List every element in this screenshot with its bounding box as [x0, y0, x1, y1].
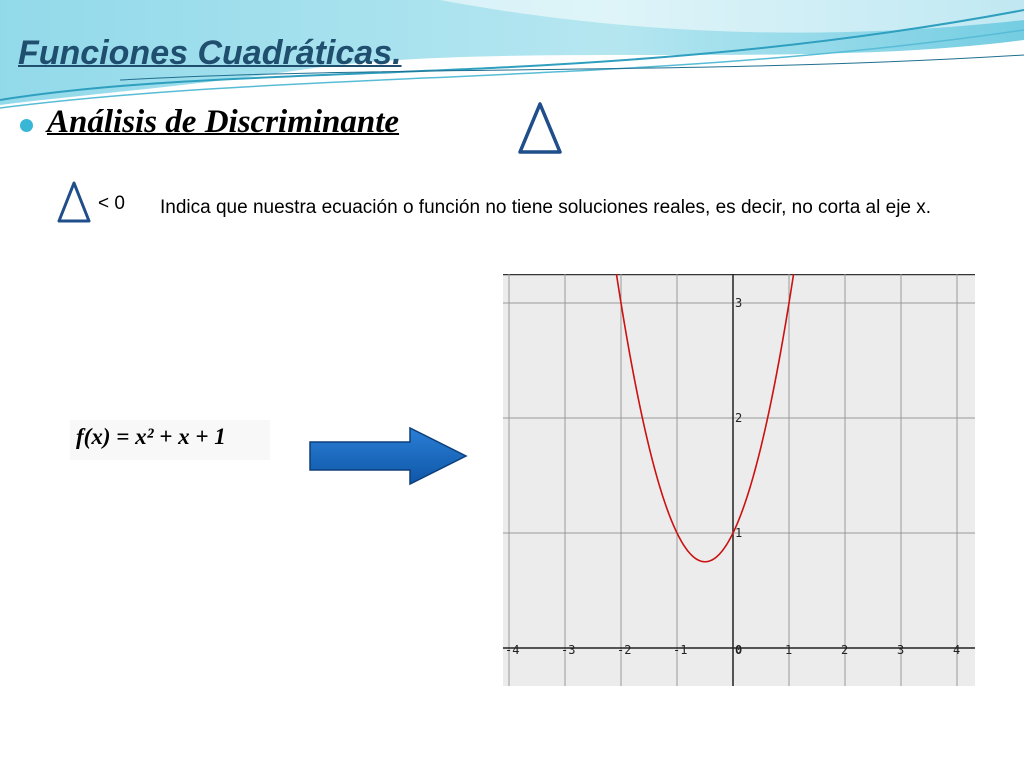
discriminant-condition: < 0	[98, 193, 125, 214]
delta-icon	[516, 100, 564, 156]
x-tick-label: 2	[841, 643, 849, 657]
x-tick-label: 1	[785, 643, 793, 657]
section-subtitle: Análisis de Discriminante	[47, 104, 400, 140]
y-tick-label: 3	[735, 296, 743, 310]
page-title: Funciones Cuadráticas.	[18, 34, 402, 72]
x-tick-label: -4	[505, 643, 520, 657]
right-arrow-icon	[308, 426, 470, 488]
function-formula: f(x) = x² + x + 1	[76, 424, 226, 449]
formula-box	[70, 420, 270, 460]
x-tick-label: -3	[561, 643, 576, 657]
y-tick-label: 1	[735, 526, 743, 540]
x-tick-label: 0	[735, 643, 743, 657]
x-tick-label: 3	[897, 643, 905, 657]
x-tick-label: -1	[673, 643, 688, 657]
x-tick-label: -2	[617, 643, 632, 657]
bullet-dot	[20, 119, 33, 132]
x-tick-label: 4	[953, 643, 961, 657]
y-tick-label: 2	[735, 411, 743, 425]
parabola-chart	[503, 274, 975, 686]
chart-background	[503, 274, 975, 686]
delta-icon-small	[56, 180, 92, 224]
description-text: Indica que nuestra ecuación o función no tiene soluciones reales, es decir, no corta al eje x.	[160, 197, 932, 218]
